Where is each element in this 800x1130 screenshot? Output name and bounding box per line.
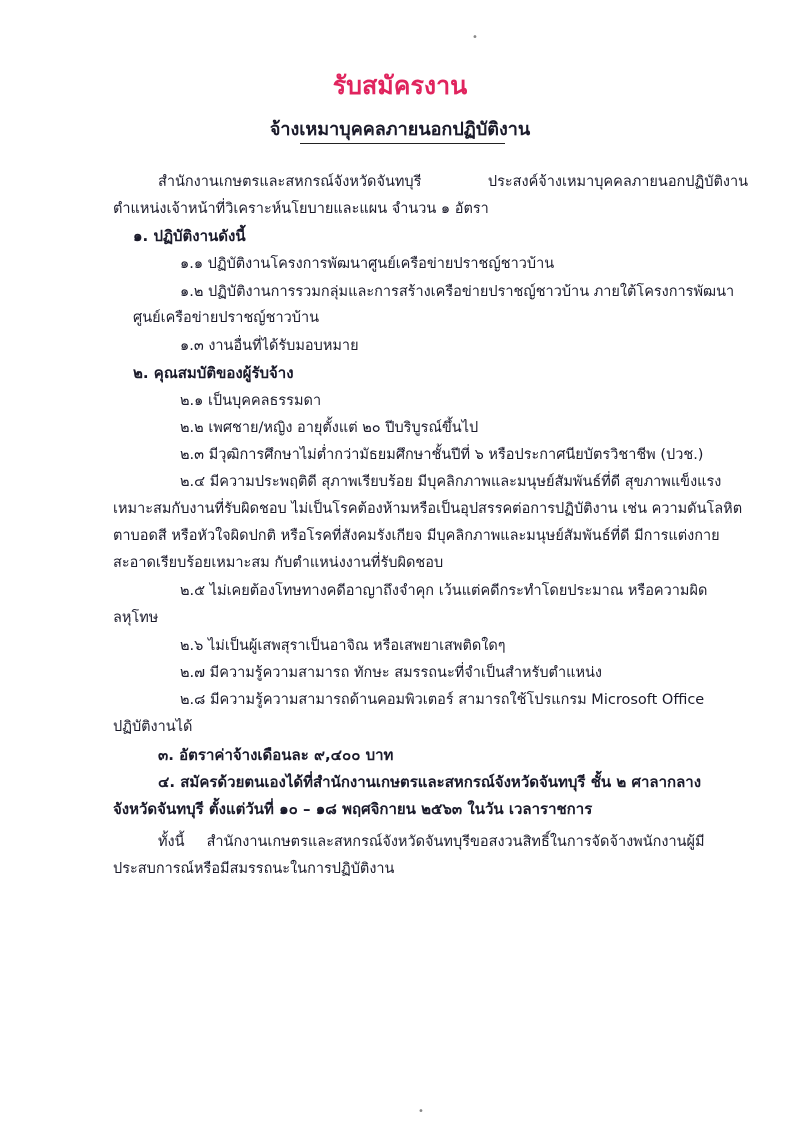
- section-2-item-5: ๒.๕ ไม่เคยต้องโทษทางคดีอาญาถึงจำคุก เว้นแต่คดีกระทำโดยประมาณ หรือความผิด: [180, 583, 708, 599]
- scan-speck-bottom: •: [418, 1106, 424, 1117]
- section-2-heading: ๒. คุณสมบัติของผู้รับจ้าง: [133, 364, 294, 382]
- closing-text: สำนักงานเกษตรและสหกรณ์จังหวัดจันทบุรีขอสงวนสิทธิ์ในการจัดจ้างพนักงานผู้มี: [206, 834, 705, 850]
- section-3-heading: ๓. อัตราค่าจ้างเดือนละ ๙,๔๐๐ บาท: [158, 746, 394, 764]
- closing-line-1: [158, 832, 705, 852]
- section-1-heading: ๑. ปฏิบัติงานดังนี้: [133, 227, 246, 245]
- section-2-item-4-cont-3: สะอาดเรียบร้อยเหมาะสม กับตำแหน่งงานที่รับผิดชอบ: [113, 555, 444, 571]
- page-subtitle: จ้างเหมาบุคคลภายนอกปฏิบัติงาน: [269, 119, 531, 140]
- intro-position: ตำแหน่งเจ้าหน้าที่วิเคราะห์นโยบายและแผน จำนวน ๑ อัตรา: [113, 201, 489, 217]
- title-divider: [300, 143, 505, 144]
- section-2-item-7: ๒.๗ มีความรู้ความสามารถ ทักษะ สมรรถนะที่จำเป็นสำหรับตำแหน่ง: [180, 665, 603, 681]
- intro-org: สำนักงานเกษตรและสหกรณ์จังหวัดจันทบุรี: [158, 174, 422, 190]
- section-1-item-2-cont: ศูนย์เครือข่ายปราชญ์ชาวบ้าน: [133, 310, 320, 326]
- section-2-item-2: ๒.๒ เพศชาย/หญิง อายุตั้งแต่ ๒๐ ปีบริบูรณ์ขึ้นไป: [180, 420, 479, 436]
- intro-line-1: [158, 172, 748, 192]
- intro-purpose: ประสงค์จ้างเหมาบุคคลภายนอกปฏิบัติงาน: [487, 174, 748, 190]
- section-4-line-2: จังหวัดจันทบุรี ตั้งแต่วันที่ ๑๐ – ๑๘ พฤศจิกายน ๒๕๖๓ ในวัน เวลาราชการ: [113, 800, 593, 818]
- section-2-item-8: ๒.๘ มีความรู้ความสามารถด้านคอมพิวเตอร์ สามารถใช้โปรแกรม Microsoft Office: [180, 692, 705, 708]
- section-2-item-5-cont: ลหุโทษ: [113, 610, 159, 626]
- section-1-item-2: ๑.๒ ปฏิบัติงานการรวมกลุ่มและการสร้างเครือข่ายปราชญ์ชาวบ้าน ภายใต้โครงการพัฒนา: [180, 284, 735, 300]
- section-2-item-4-cont-1: เหมาะสมกับงานที่รับผิดชอบ ไม่เป็นโรคต้องห้ามหรือเป็นอุปสรรคต่อการปฏิบัติงาน เช่น ความดันโลหิต: [113, 501, 743, 517]
- closing-line-2: ประสบการณ์หรือมีสมรรถนะในการปฏิบัติงาน: [113, 861, 395, 877]
- section-2-item-1: ๒.๑ เป็นบุคคลธรรมดา: [180, 393, 322, 409]
- section-4-line-1: ๔. สมัครด้วยตนเองได้ที่สำนักงานเกษตรและสหกรณ์จังหวัดจันทบุรี ชั้น ๒ ศาลากลาง: [158, 773, 702, 791]
- section-2-item-4: ๒.๔ มีความประพฤติดี สุภาพเรียบร้อย มีบุคลิกภาพและมนุษย์สัมพันธ์ที่ดี สุขภาพแข็งแรง: [180, 474, 722, 490]
- section-2-item-8-cont: ปฏิบัติงานได้: [113, 719, 193, 735]
- scan-speck-top: •: [472, 32, 478, 43]
- section-1-item-3: ๑.๓ งานอื่นที่ได้รับมอบหมาย: [180, 338, 359, 354]
- page-title: รับสมัครงาน: [332, 71, 468, 100]
- section-1-item-1: ๑.๑ ปฏิบัติงานโครงการพัฒนาศูนย์เครือข่ายปราชญ์ชาวบ้าน: [180, 256, 555, 272]
- section-2-item-3: ๒.๓ มีวุฒิการศึกษาไม่ต่ำกว่ามัธยมศึกษาชั้นปีที่ ๖ หรือประกาศนียบัตรวิชาชีพ (ปวช.): [180, 447, 704, 463]
- section-2-item-6: ๒.๖ ไม่เป็นผู้เสพสุราเป็นอาจิณ หรือเสพยาเสพติดใดๆ: [180, 638, 506, 654]
- section-2-item-4-cont-2: ตาบอดสี หรือหัวใจผิดปกติ หรือโรคที่สังคมรังเกียจ มีบุคลิกภาพและมนุษย์สัมพันธ์ที่ดี มีการแต่งกาย: [113, 528, 720, 544]
- closing-lead: ทั้งนี้: [158, 834, 185, 850]
